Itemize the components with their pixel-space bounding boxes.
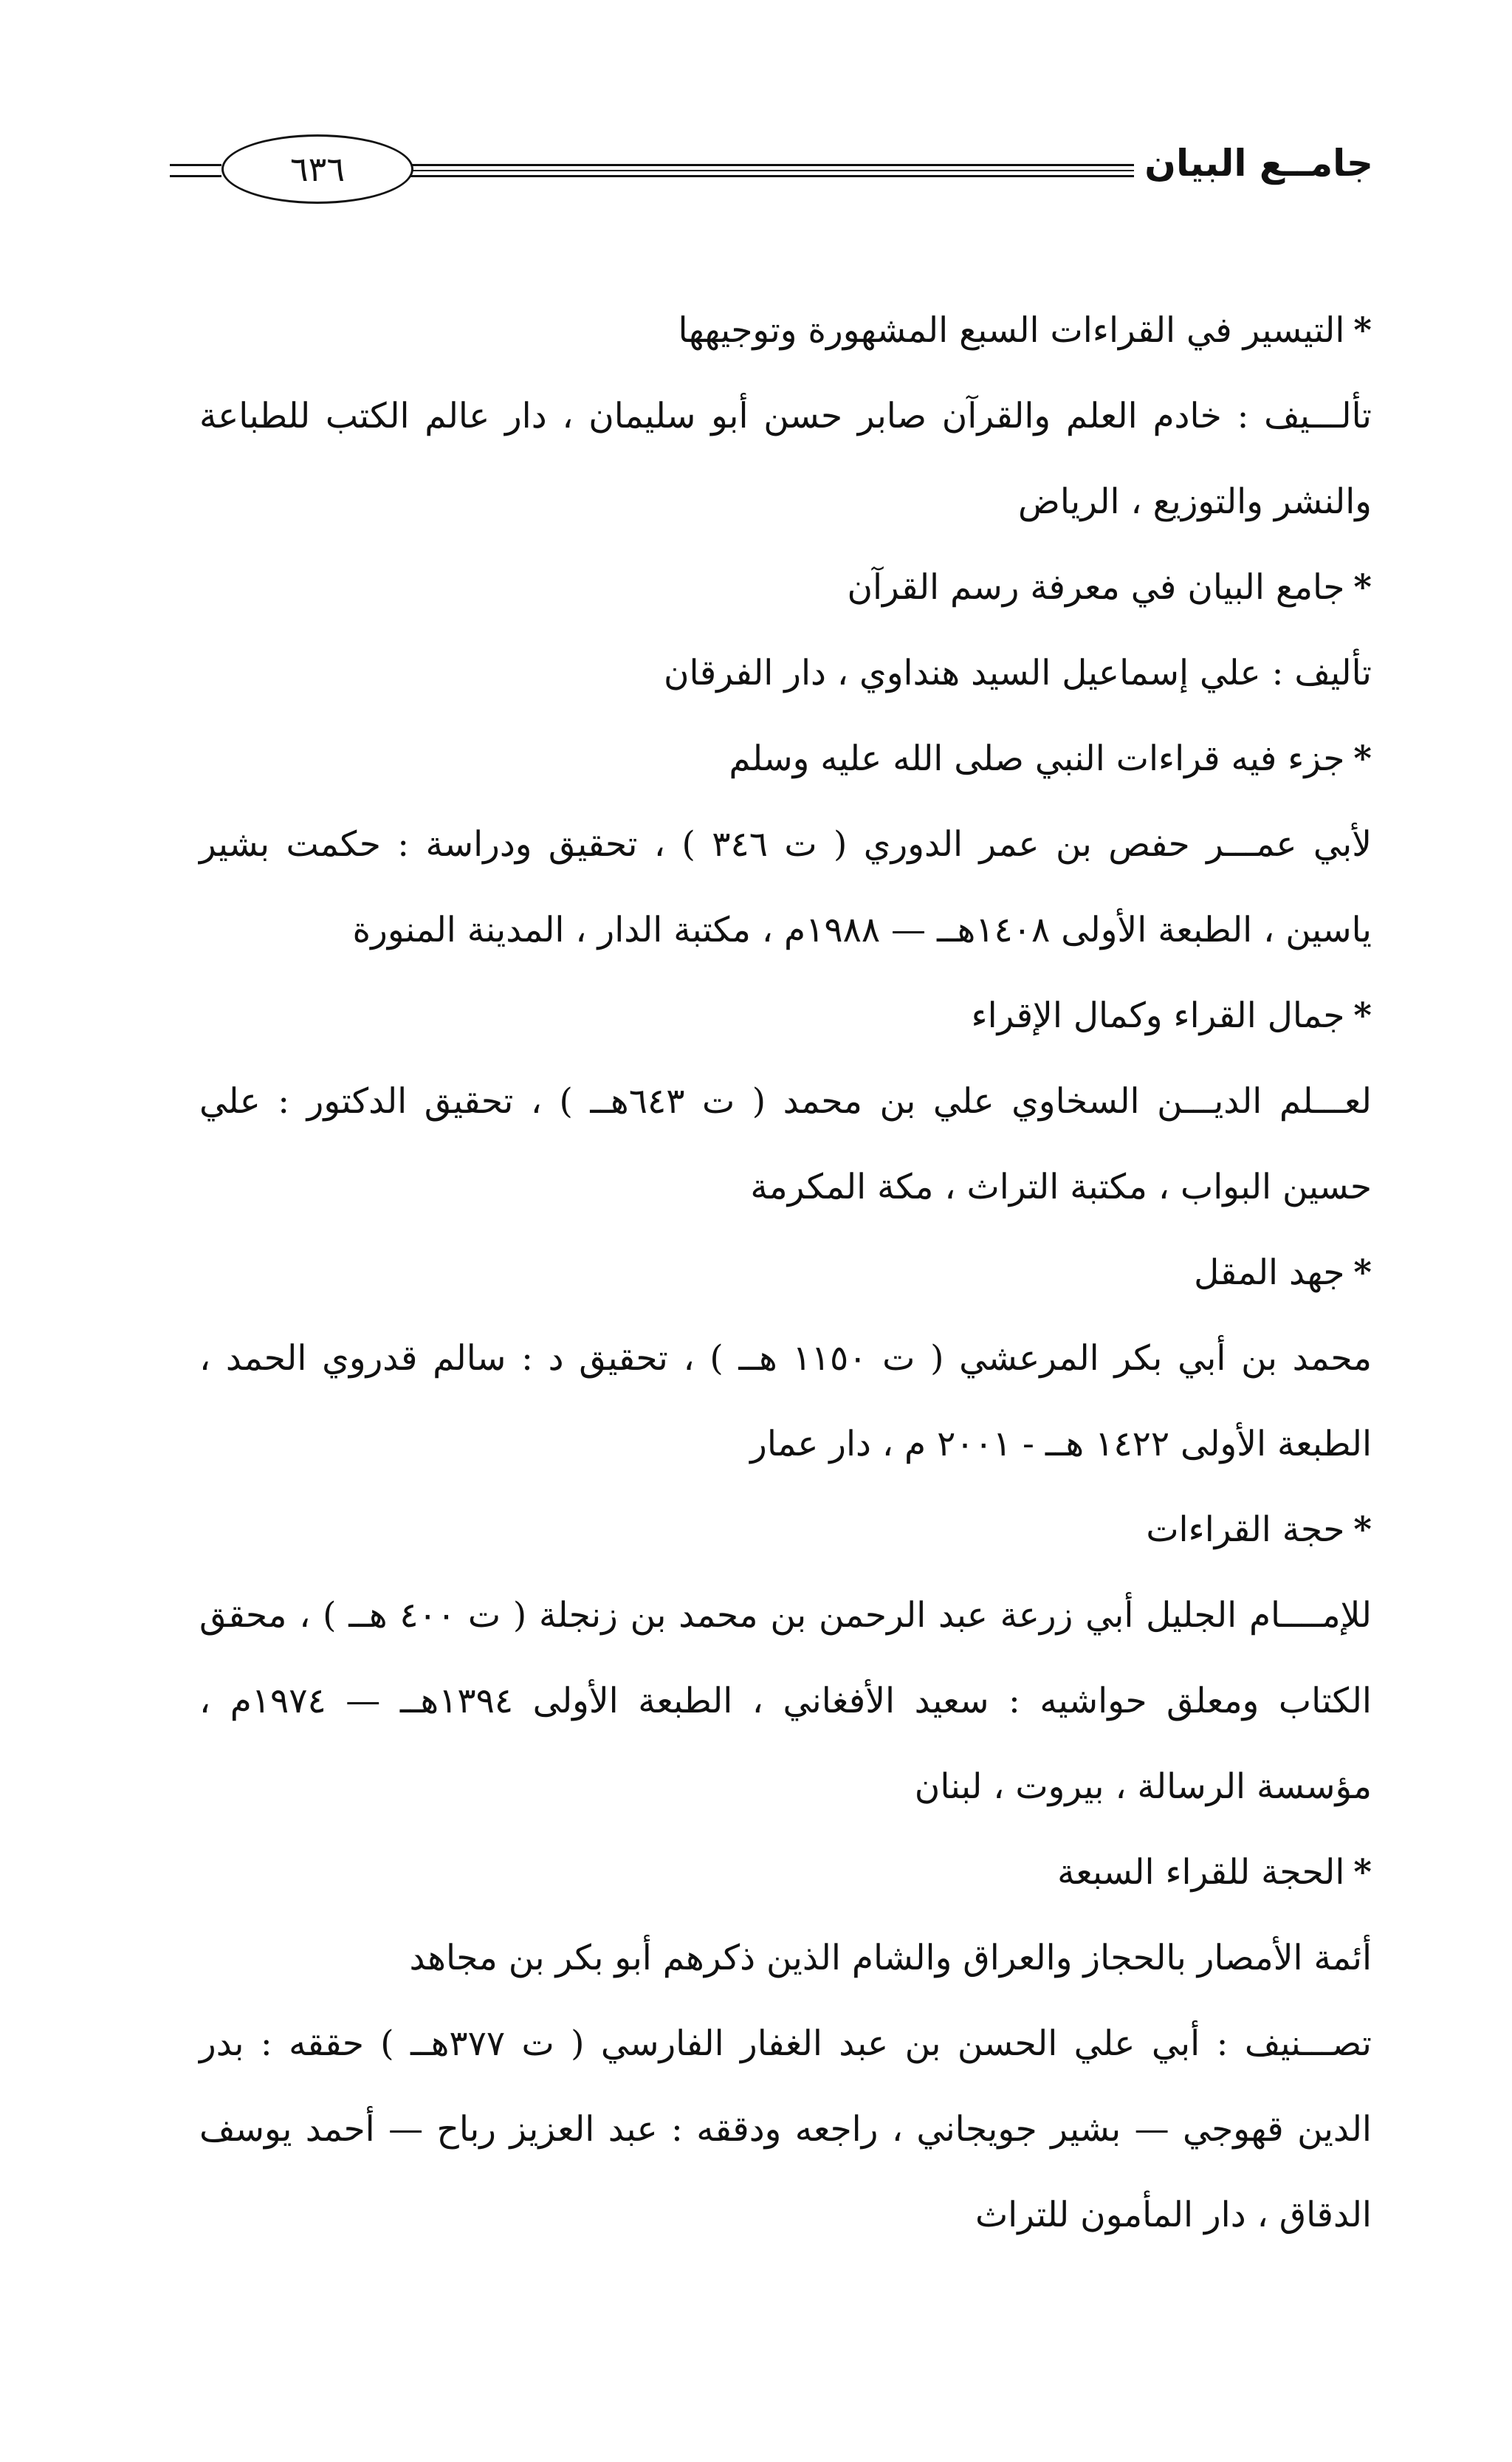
entry-line: تألـــيف : خادم العلم والقرآن صابر حسن أبو سليمان ، دار عالم الكتب للطباعة [199, 396, 1372, 436]
bibliography-list [199, 288, 1372, 2258]
entry-line: للإمــــام الجليل أبي زرعة عبد الرحمن بن محمد بن زنجلة ( ت ٤٠٠ هــ ) ، محقق [199, 1595, 1372, 1636]
entry-title: *الحجة للقراء السبعة [1057, 1852, 1372, 1893]
entry-title: *جزء فيه قراءات النبي صلى الله عليه وسلم [729, 738, 1372, 779]
page-header [170, 126, 1373, 214]
entry-line: مؤسسة الرسالة ، بيروت ، لبنان [914, 1766, 1372, 1807]
entry-title: *جامع البيان في معرفة رسم القرآن [847, 567, 1372, 608]
entry-line: الطبعة الأولى ١٤٢٢ هــ - ٢٠٠١ م ، دار عمار [750, 1424, 1372, 1464]
asterisk-icon: * [1353, 738, 1372, 779]
entry-line: محمد بن أبي بكر المرعشي ( ت ١١٥٠ هــ ) ، تحقيق د : سالم قدروي الحمد ، [199, 1338, 1372, 1379]
asterisk-icon: * [1353, 1509, 1372, 1550]
entry-line: ياسين ، الطبعة الأولى ١٤٠٨هــ — ١٩٨٨م ، مكتبة الدار ، المدينة المنورة [352, 910, 1372, 950]
entry-line: الكتاب ومعلق حواشيه : سعيد الأفغاني ، الطبعة الأولى ١٣٩٤هــ — ١٩٧٤م ، [199, 1681, 1372, 1721]
entry-line: تصـــنيف : أبي علي الحسن بن عبد الغفار الفارسي ( ت ٣٧٧هــ ) حققه : بدر [199, 2023, 1372, 2064]
entry-line: تأليف : علي إسماعيل السيد هنداوي ، دار الفرقان [663, 653, 1372, 693]
asterisk-icon: * [1353, 567, 1372, 608]
entry-title: *التيسير في القراءات السبع المشهورة وتوجيهها [678, 310, 1372, 351]
entry-line: الدين قهوجي — بشير جويجاني ، راجعه ودققه : عبد العزيز رباح — أحمد يوسف [199, 2109, 1372, 2150]
entry-line: أئمة الأمصار بالحجاز والعراق والشام الذين ذكرهم أبو بكر بن مجاهد [409, 1938, 1372, 1978]
entry-line: لأبي عمـــر حفص بن عمر الدوري ( ت ٣٤٦ ) ، تحقيق ودراسة : حكمت بشير [199, 824, 1372, 865]
asterisk-icon: * [1353, 310, 1372, 351]
entry-title: *جمال القراء وكمال الإقراء [971, 995, 1372, 1036]
asterisk-icon: * [1353, 1252, 1372, 1293]
header-rule [317, 164, 1174, 177]
entry-title: *حجة القراءات [1146, 1509, 1372, 1550]
entry-line: الدقاق ، دار المأمون للتراث [975, 2195, 1372, 2235]
header-rule-left [170, 164, 221, 177]
entry-line: لعـــلم الديـــن السخاوي علي بن محمد ( ت ٦٤٣هــ ) ، تحقيق الدكتور : علي [199, 1081, 1372, 1122]
entry-line: حسين البواب ، مكتبة التراث ، مكة المكرمة [750, 1167, 1372, 1207]
entry-title: *جهد المقل [1194, 1252, 1372, 1293]
page-number: ٦٣٦ [221, 134, 413, 204]
running-title: جامــع البيان [1134, 142, 1373, 185]
asterisk-icon: * [1353, 995, 1372, 1036]
entry-line: والنشر والتوزيع ، الرياض [1018, 481, 1372, 522]
asterisk-icon: * [1353, 1852, 1372, 1893]
